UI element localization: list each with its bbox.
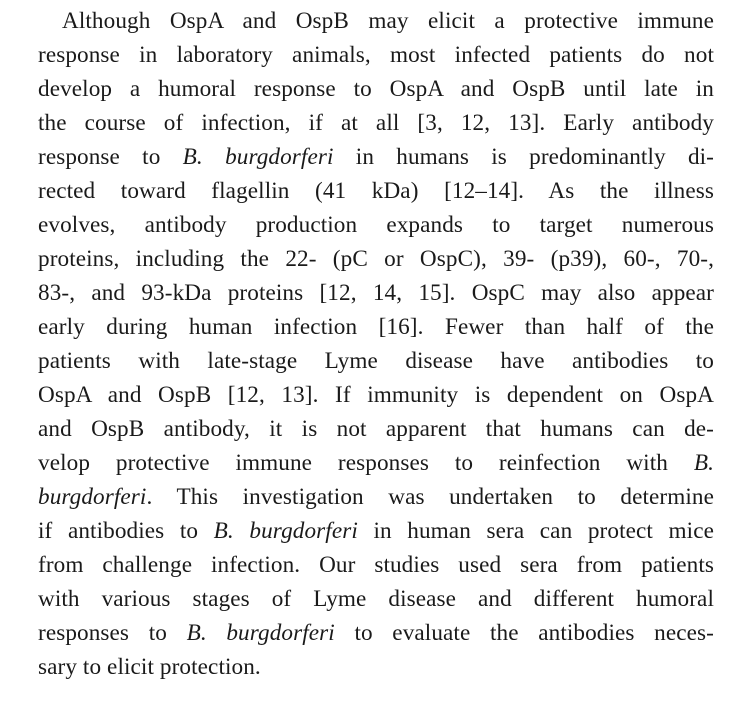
text-line: response in laboratory animals, most infected patients do not — [38, 42, 714, 68]
text-line: 83-, and 93-kDa proteins [12, 14, 15]. OspC may also appear — [38, 280, 714, 306]
species-name: burgdorferi — [38, 484, 147, 510]
species-name: B. burgdorferi — [213, 518, 358, 544]
text-line: the course of infection, if at all [3, 12, 13]. Early antibody — [38, 110, 714, 136]
text-line: and OspB antibody, it is not apparent that humans can de- — [38, 416, 714, 442]
text-line: Although OspA and OspB may elicit a protective immune — [62, 8, 714, 34]
text-line: patients with late-stage Lyme disease have antibodies to — [38, 348, 714, 374]
text-line: velop protective immune responses to reinfection with B. — [38, 450, 714, 476]
text-line: response to B. burgdorferi in humans is predominantly di- — [38, 144, 715, 170]
species-name: B. burgdorferi — [186, 620, 335, 646]
text-line: early during human infection [16]. Fewer than half of the — [38, 314, 714, 340]
species-name: B. — [693, 450, 714, 476]
text-line: sary to elicit protection. — [38, 654, 261, 680]
text-line: responses to B. burgdorferi to evaluate the antibodies neces- — [38, 620, 714, 646]
text-line: evolves, antibody production expands to target numerous — [38, 212, 714, 238]
text-line: rected toward flagellin (41 kDa) [12–14]. As the illness — [38, 178, 714, 204]
text-line: develop a humoral response to OspA and OspB until late in — [38, 76, 714, 102]
text-line: burgdorferi. This investigation was undertaken to determine — [38, 484, 714, 510]
text-line: proteins, including the 22- (pC or OspC), 39- (p39), 60-, 70-, — [38, 246, 714, 272]
text-line: if antibodies to B. burgdorferi in human sera can protect mice — [38, 518, 714, 544]
species-name: B. burgdorferi — [182, 144, 334, 170]
text-line: OspA and OspB [12, 13]. If immunity is dependent on OspA — [38, 382, 714, 408]
text-line: with various stages of Lyme disease and different humoral — [38, 586, 714, 612]
text-line: from challenge infection. Our studies used sera from patients — [38, 552, 714, 578]
